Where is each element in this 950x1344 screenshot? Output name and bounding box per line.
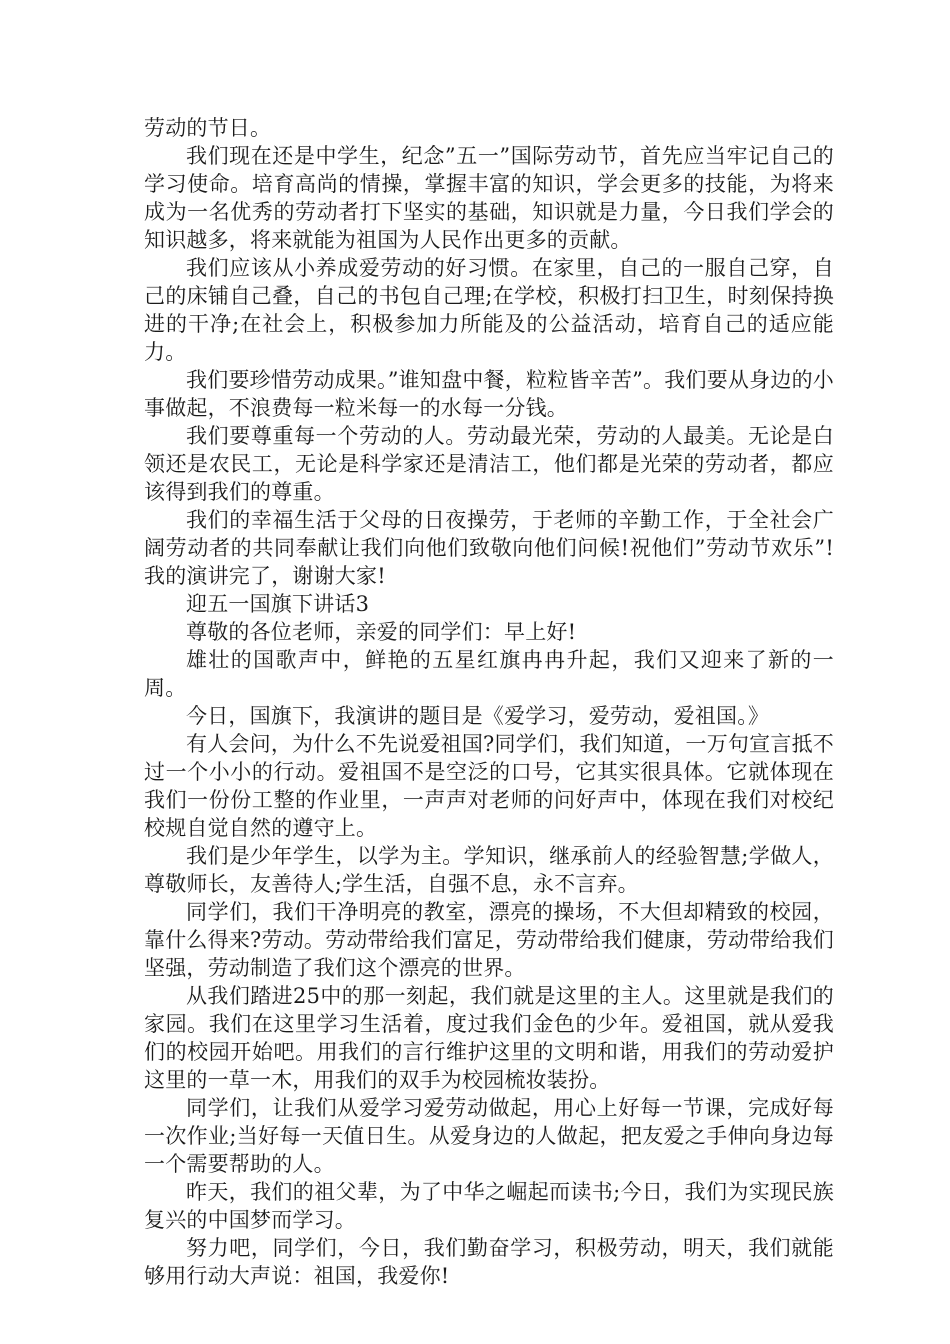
paragraph-continuation: 劳动的节日。 [144, 116, 272, 140]
paragraph-our-home: 从我们踏进25中的那一刻起，我们就是这里的主人。这里就是我们的家园。我们在这里学习生活着，度过我们金色的少年。爱祖国，就从爱我们的校园开始吧。用我们的言行维护这里的文明和谐，用我们的劳动爱护这里的一草一木，用我们的双手为校园梳妆装扮。 [144, 984, 834, 1092]
paragraph-closing-thanks: 我们的幸福生活于父母的日夜操劳，于老师的辛勤工作，于全社会广阔劳动者的共同奉献让我们向他们致敬向他们问候!祝他们”劳动节欢乐”!我的演讲完了，谢谢大家! [144, 508, 834, 588]
paragraph-respect-workers: 我们要尊重每一个劳动的人。劳动最光荣，劳动的人最美。无论是白领还是农民工，无论是科学家还是清洁工，他们都是光荣的劳动者，都应该得到我们的尊重。 [144, 424, 834, 504]
paragraph-grandparents: 昨天，我们的祖父辈，为了中华之崛起而读书;今日，我们为实现民族复兴的中国梦而学习。 [144, 1180, 834, 1232]
paragraph-cherish-results: 我们要珍惜劳动成果。”谁知盘中餐，粒粒皆辛苦”。我们要从身边的小事做起，不浪费每一粒米每一的水每一分钱。 [144, 368, 834, 420]
paragraph-start-learning: 同学们，让我们从爱学习爱劳动做起，用心上好每一节课，完成好每一次作业;当好每一天值日生。从爱身边的人做起，把友爱之手伸向身边每一个需要帮助的人。 [144, 1096, 834, 1176]
paragraph-love-country: 有人会问，为什么不先说爱祖国?同学们，我们知道，一万句宣言抵不过一个小小的行动。爱祖国不是空泛的口号，它其实很具体。它就体现在我们一份份工整的作业里，一声声对老师的问好声中，体现在我们对校纪校规自觉自然的遵守上。 [144, 732, 834, 840]
paragraph-speech-topic: 今日，国旗下，我演讲的题目是《爱学习，爱劳动，爱祖国。》 [186, 704, 770, 728]
paragraph-greeting: 尊敬的各位老师，亲爱的同学们：早上好! [186, 620, 577, 644]
paragraph-campus: 同学们，我们干净明亮的教室，漂亮的操场，不大但却精致的校园，靠什么得来?劳动。劳动带给我们富足，劳动带给我们健康，劳动带给我们坚强，劳动制造了我们这个漂亮的世界。 [144, 900, 834, 980]
paragraph-final-call: 努力吧，同学们，今日，我们勤奋学习，积极劳动，明天，我们就能够用行动大声说：祖国，我爱你! [144, 1236, 834, 1288]
paragraph-labor-habits: 我们应该从小养成爱劳动的好习惯。在家里，自己的一服自己穿，自己的床铺自己叠，自己的书包自己理;在学校，积极打扫卫生，时刻保持换进的干净;在社会上，积极参加力所能及的公益活动，培育自己的适应能力。 [144, 256, 834, 364]
document-body [144, 114, 834, 1290]
paragraph-students: 我们是少年学生，以学为主。学知识，继承前人的经验智慧;学做人，尊敬师长，友善待人;学生活，自强不息，永不言弃。 [144, 844, 834, 896]
paragraph-anthem: 雄壮的国歌声中，鲜艳的五星红旗冉冉升起，我们又迎来了新的一周。 [144, 648, 834, 700]
paragraph-study-mission: 我们现在还是中学生，纪念”五一”国际劳动节，首先应当牢记自己的学习使命。培育高尚的情操，掌握丰富的知识，学会更多的技能，为将来成为一名优秀的劳动者打下坚实的基础，知识就是力量，今日我们学会的知识越多，将来就能为祖国为人民作出更多的贡献。 [144, 144, 834, 252]
section-title: 迎五一国旗下讲话3 [186, 592, 370, 616]
